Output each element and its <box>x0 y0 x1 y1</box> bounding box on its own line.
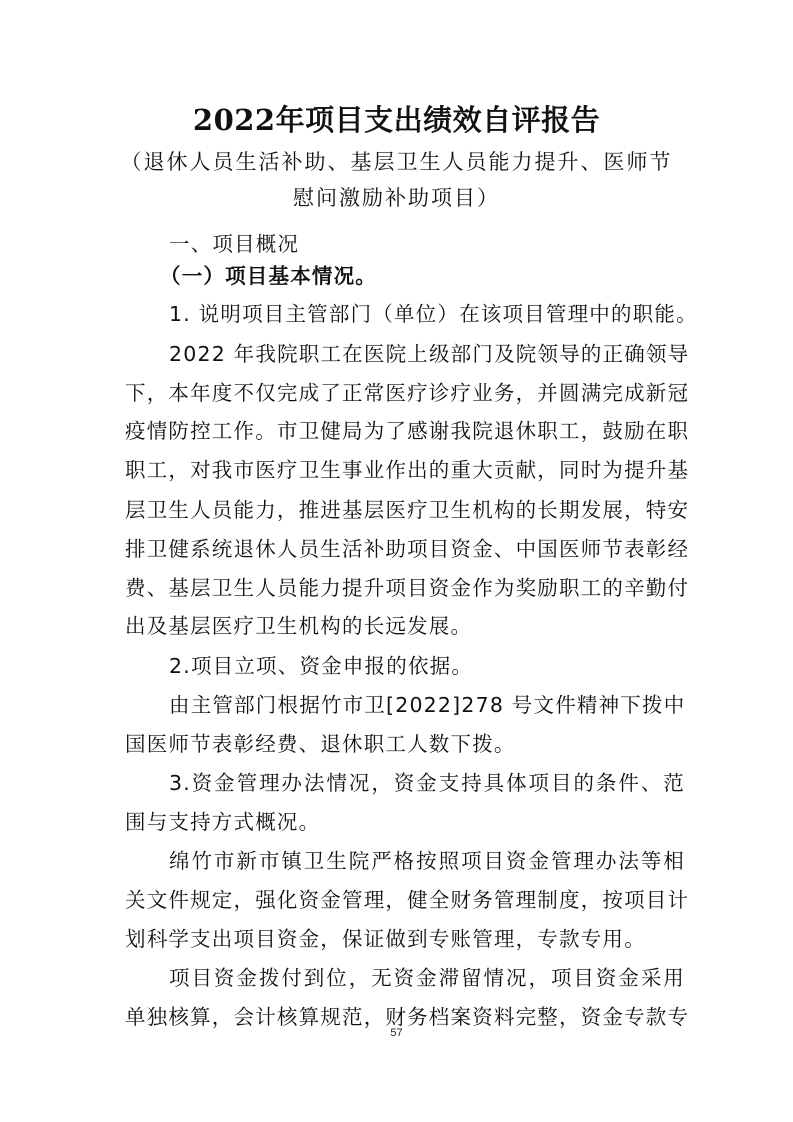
item-heading-2: 2.项目立项、资金申报的依据。 <box>169 654 474 678</box>
report-title: 2022年项目支出绩效自评报告 <box>192 103 601 137</box>
paragraph-line: 项目资金拨付到位，无资金滞留情况，项目资金采用 <box>169 966 685 990</box>
page-number: 57 <box>390 1027 403 1039</box>
subtitle-line-2: 慰问激励补助项目） <box>293 186 500 210</box>
paragraph-line: 职工，对我市医疗卫生事业作出的重大贡献，同时为提升基 <box>125 458 690 482</box>
subsection-heading-1: （一）项目基本情况。 <box>160 264 377 288</box>
section-heading-1: 一、项目概况 <box>169 232 300 256</box>
paragraph-line: 出及基层医疗卫生机构的长远发展。 <box>125 614 473 638</box>
item-heading-3-cont: 围与支持方式概况。 <box>125 810 321 834</box>
paragraph-line: 绵竹市新市镇卫生院严格按照项目资金管理办法等相 <box>169 849 685 873</box>
paragraph-line: 关文件规定，强化资金管理，健全财务管理制度，按项目计 <box>125 888 690 912</box>
paragraph-line: 划科学支出项目资金，保证做到专账管理，专款专用。 <box>125 927 646 951</box>
paragraph-line: 2022 年我院职工在医院上级部门及院领导的正确领导 <box>169 342 690 366</box>
subtitle-line-1: （退休人员生活补助、基层卫生人员能力提升、医师节 <box>120 150 673 174</box>
paragraph-line: 国医师节表彰经费、退休职工人数下拨。 <box>125 732 516 756</box>
paragraph-line: 费、基层卫生人员能力提升项目资金作为奖励职工的辛勤付 <box>125 576 690 600</box>
paragraph-line: 排卫健系统退休人员生活补助项目资金、中国医师节表彰经 <box>125 537 690 561</box>
paragraph-line: 单独核算，会计核算规范，财务档案资料完整，资金专款专 <box>125 1005 690 1029</box>
paragraph-line: 层卫生人员能力，推进基层医疗卫生机构的长期发展，特安 <box>125 498 690 522</box>
item-heading-1: 1. 说明项目主管部门（单位）在该项目管理中的职能。 <box>169 302 698 326</box>
paragraph-line: 由主管部门根据竹市卫[2022]278 号文件精神下拨中 <box>169 693 686 717</box>
item-heading-3: 3.资金管理办法情况，资金支持具体项目的条件、范 <box>169 771 685 795</box>
paragraph-line: 下，本年度不仅完成了正常医疗诊疗业务，并圆满完成新冠 <box>125 381 690 405</box>
paragraph-line: 疫情防控工作。市卫健局为了感谢我院退休职工，鼓励在职 <box>125 419 690 443</box>
